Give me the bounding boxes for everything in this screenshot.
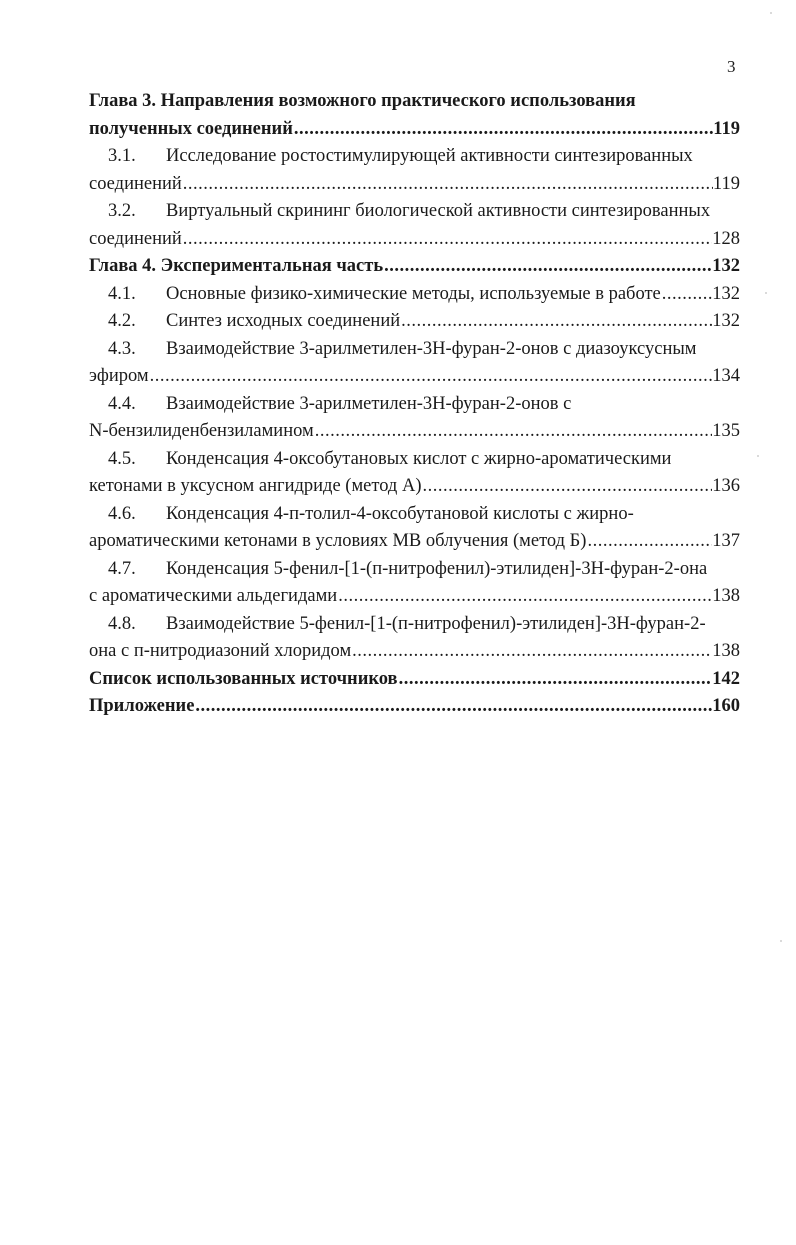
toc-page-number: 160: [712, 696, 740, 716]
toc-entry-title: Взаимодействие 3-арилметилен-3Н-фуран-2-онов с: [166, 393, 572, 414]
toc-page-number: 137: [712, 531, 740, 551]
toc-entry-4-8[interactable]: [89, 611, 740, 666]
toc-entry-chapter-3[interactable]: [89, 88, 740, 143]
toc-entry-title-continued: соединений: [89, 173, 182, 194]
toc-entry-title: Список использованных источников: [89, 668, 398, 689]
toc-entry-title-continued: кетонами в уксусном ангидриде (метод А): [89, 476, 422, 496]
toc-section-number: 4.1.: [108, 283, 136, 304]
toc-entry-title: Конденсация 4-оксобутановых кислот с жирно-ароматическими: [166, 448, 672, 469]
toc-entry-lead-line: [89, 308, 740, 336]
toc-entry-title: Глава 3. Направления возможного практического использования: [89, 91, 636, 111]
toc-entry-4-3[interactable]: [89, 336, 740, 391]
table-of-contents: [89, 88, 740, 721]
dot-leader: [314, 418, 713, 446]
toc-entry-title-line: [89, 446, 740, 474]
toc-page-number: 136: [712, 476, 740, 496]
toc-entry-title-line: [89, 501, 740, 529]
toc-entry-title: Конденсация 5-фенил-[1-(п-нитрофенил)-этилиден]-3Н-фуран-2-она: [166, 558, 708, 579]
toc-entry-title-line: [89, 198, 740, 226]
toc-page-number: 132: [712, 311, 740, 331]
scan-speck: [780, 940, 782, 942]
toc-entry-4-7[interactable]: [89, 556, 740, 611]
toc-page-number: 134: [712, 366, 740, 386]
toc-entry-lead-line: [89, 473, 740, 501]
dot-leader: [661, 281, 713, 309]
toc-entry-lead-line: [89, 693, 740, 721]
toc-section-number: 4.5.: [108, 448, 136, 469]
toc-entry-title-line: [89, 611, 740, 639]
scan-speck: [770, 12, 772, 14]
toc-entry-lead-line: [89, 171, 740, 199]
toc-page-number: 135: [712, 421, 740, 441]
toc-section-number: 4.8.: [108, 613, 136, 634]
toc-page-number: 119: [713, 118, 740, 139]
dot-leader: [383, 253, 712, 281]
toc-entry-3-1[interactable]: [89, 143, 740, 198]
toc-page-number: 132: [712, 283, 740, 304]
toc-entry-title-continued: N-бензилиденбензиламином: [89, 421, 314, 441]
toc-entry-references[interactable]: [89, 666, 740, 694]
toc-entry-lead-line: [89, 528, 740, 556]
toc-entry-title: Исследование ростостимулирующей активности синтезированных: [166, 146, 693, 166]
toc-entry-lead-line: [89, 666, 740, 694]
toc-entry-title: Основные физико-химические методы, используемые в работе: [166, 283, 661, 304]
toc-page-number: 142: [712, 668, 740, 689]
toc-section-number: 4.3.: [108, 338, 136, 359]
dot-leader: [351, 638, 712, 666]
dot-leader: [182, 226, 712, 254]
dot-leader: [194, 693, 712, 721]
toc-entry-3-2[interactable]: [89, 198, 740, 253]
toc-entry-title-continued: соединений: [89, 228, 182, 249]
toc-entry-lead-line: [89, 638, 740, 666]
toc-entry-lead-line: [89, 583, 740, 611]
scan-speck: [765, 292, 767, 294]
toc-entry-4-1[interactable]: [89, 281, 740, 309]
dot-leader: [337, 583, 712, 611]
toc-entry-title: Взаимодействие 3-арилметилен-3Н-фуран-2-онов с диазоуксусным: [166, 338, 697, 359]
dot-leader: [182, 171, 713, 199]
toc-entry-lead-line: [89, 363, 740, 391]
toc-entry-lead-line: [89, 253, 740, 281]
toc-section-number: 4.7.: [108, 558, 136, 579]
dot-leader: [149, 363, 713, 391]
toc-entry-title-line: [89, 391, 740, 419]
toc-page-number: 132: [712, 256, 740, 276]
toc-entry-title-line: [89, 88, 740, 116]
scan-speck: [757, 455, 759, 457]
toc-entry-title: Виртуальный скрининг биологической активности синтезированных: [166, 201, 711, 221]
toc-entry-chapter-4[interactable]: [89, 253, 740, 281]
dot-leader: [293, 116, 713, 144]
toc-entry-4-5[interactable]: [89, 446, 740, 501]
dot-leader: [586, 528, 712, 556]
toc-entry-title-continued: полученных соединений: [89, 118, 293, 139]
toc-entry-title: Взаимодействие 5-фенил-[1-(п-нитрофенил)-этилиден]-3Н-фуран-2-: [166, 613, 706, 634]
toc-entry-title-continued: эфиром: [89, 366, 149, 386]
toc-entry-title: Синтез исходных соединений: [166, 311, 401, 331]
toc-entry-title-continued: ароматическими кетонами в условиях МВ облучения (метод Б): [89, 531, 587, 551]
dot-leader: [421, 473, 712, 501]
toc-entry-title: Глава 4. Экспериментальная часть: [89, 256, 384, 276]
toc-entry-4-6[interactable]: [89, 501, 740, 556]
toc-section-number: 3.2.: [108, 201, 136, 221]
toc-entry-4-4[interactable]: [89, 391, 740, 446]
toc-entry-4-2[interactable]: [89, 308, 740, 336]
toc-entry-title-line: [89, 143, 740, 171]
dot-leader: [398, 666, 713, 694]
toc-page-number: 119: [712, 173, 740, 194]
toc-entry-title-continued: она с п-нитродиазоний хлоридом: [89, 641, 352, 661]
toc-entry-lead-line: [89, 226, 740, 254]
toc-entry-title: Приложение: [89, 696, 195, 716]
toc-section-number: 4.2.: [108, 311, 136, 331]
toc-entry-title-continued: с ароматическими альдегидами: [89, 586, 338, 606]
toc-entry-appendix[interactable]: [89, 693, 740, 721]
toc-entry-title-line: [89, 556, 740, 584]
toc-entry-lead-line: [89, 418, 740, 446]
toc-section-number: 4.4.: [108, 393, 136, 414]
toc-section-number: 4.6.: [108, 503, 136, 524]
toc-page-number: 128: [712, 228, 740, 249]
toc-section-number: 3.1.: [108, 146, 136, 166]
toc-entry-lead-line: [89, 116, 740, 144]
toc-entry-title: Конденсация 4-п-толил-4-оксобутановой кислоты с жирно-: [166, 503, 634, 524]
dot-leader: [400, 308, 712, 336]
toc-entry-title-line: [89, 336, 740, 364]
toc-page-number: 138: [712, 586, 740, 606]
toc-entry-lead-line: [89, 281, 740, 309]
toc-page-number: 138: [712, 641, 740, 661]
page-number: 3: [727, 57, 736, 76]
